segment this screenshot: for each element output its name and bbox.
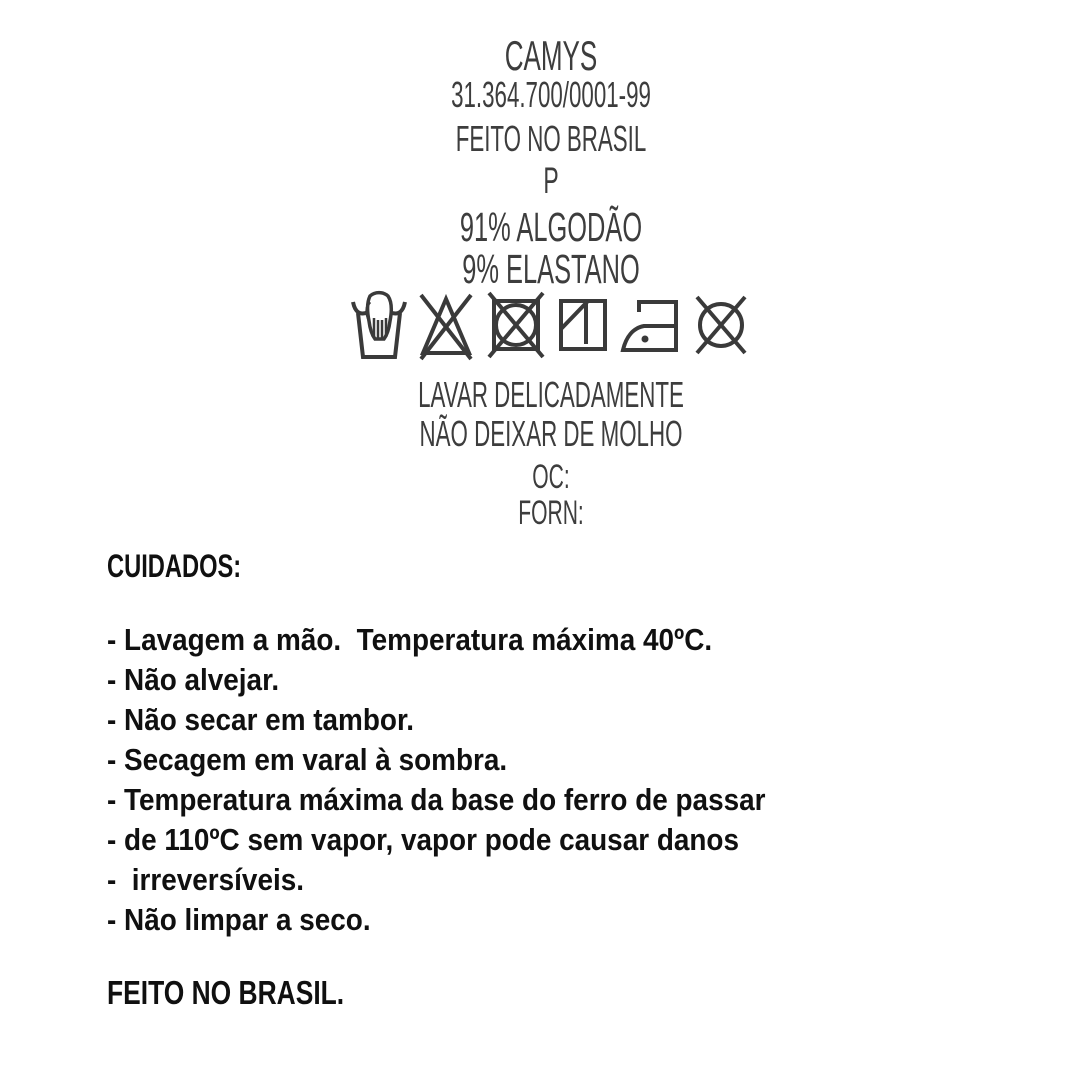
care-item-no-dry-clean: - Não limpar a seco. <box>107 902 371 937</box>
composition-cotton: 91% ALGODÃO <box>459 204 643 250</box>
care-section-heading: CUIDADOS: <box>107 548 242 584</box>
care-instructions-list <box>107 620 839 940</box>
do-not-dry-clean-icon <box>690 287 752 363</box>
care-item-iron-temp-2: - de 110ºC sem vapor, vapor pode causar danos <box>107 822 739 857</box>
do-not-bleach-icon <box>416 287 476 363</box>
oc-field-label: OC: <box>532 458 570 496</box>
care-item-iron-temp-1: - Temperatura máxima da base do ferro de passar <box>107 782 766 817</box>
garment-size: P <box>543 160 559 201</box>
care-item-no-bleach: - Não alvejar. <box>107 662 280 697</box>
care-item-hand-wash: - Lavagem a mão. Temperatura máxima 40ºC. <box>107 622 713 657</box>
composition-elastane: 9% ELASTANO <box>462 246 640 292</box>
wash-note-no-soak: NÃO DEIXAR DE MOLHO <box>419 413 683 454</box>
hand-wash-icon <box>351 287 407 363</box>
iron-low-temperature-icon <box>619 287 681 363</box>
made-in-brazil-footer: FEITO NO BRASIL. <box>107 974 345 1011</box>
care-item-iron-temp-3: - irreversíveis. <box>107 862 305 897</box>
origin-line: FEITO NO BRASIL <box>455 118 647 159</box>
care-item-no-tumble-dry: - Não secar em tambor. <box>107 702 415 737</box>
line-dry-in-shade-icon <box>556 287 610 363</box>
registration-number: 31.364.700/0001-99 <box>451 74 651 115</box>
care-item-shade-dry: - Secagem em varal à sombra. <box>107 742 508 777</box>
brand-name: CAMYS <box>504 32 598 79</box>
supplier-field-label: FORN: <box>518 494 584 532</box>
care-symbols-row <box>11 287 1080 363</box>
do-not-tumble-dry-icon <box>485 287 547 363</box>
wash-note-delicate: LAVAR DELICADAMENTE <box>418 374 684 415</box>
